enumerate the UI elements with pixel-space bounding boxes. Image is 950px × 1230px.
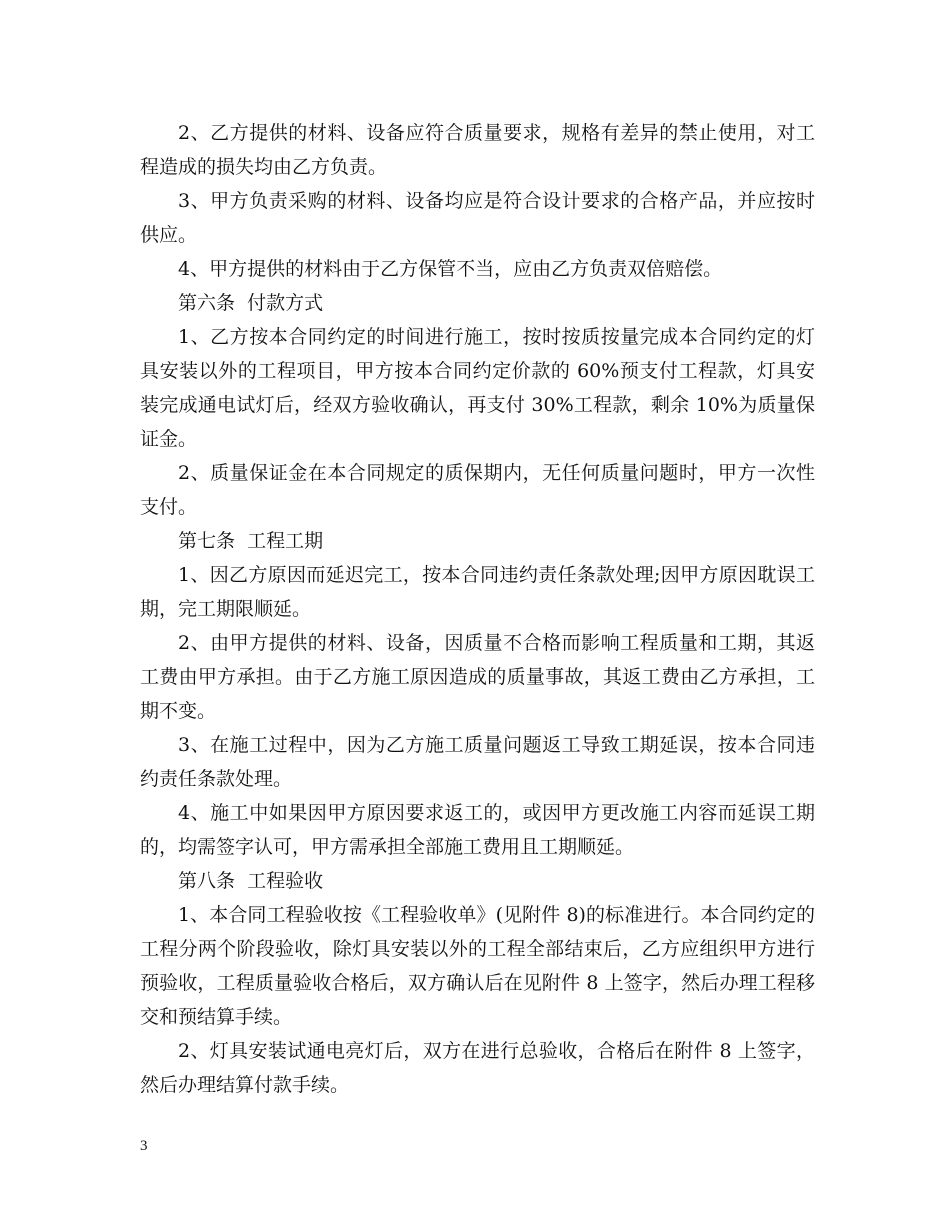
paragraph: 2、由甲方提供的材料、设备，因质量不合格而影响工程质量和工期，其返工费由甲方承担。由于乙方施工原因造成的质量事故，其返工费由乙方承担，工期不变。: [140, 632, 815, 722]
paragraph: 3、甲方负责采购的材料、设备均应是符合设计要求的合格产品，并应按时供应。: [140, 190, 815, 246]
paragraph: 1、乙方按本合同约定的时间进行施工，按时按质按量完成本合同约定的灯具安装以外的工程项目，甲方按本合同约定价款的 60%预支付工程款，灯具安装完成通电试灯后，经双方验收确认，再支付 30%工程款，剩余 10%为质量保证金。: [140, 326, 815, 450]
paragraph: 2、乙方提供的材料、设备应符合质量要求，规格有差异的禁止使用，对工程造成的损失均由乙方负责。: [140, 122, 815, 178]
paragraph: 2、质量保证金在本合同规定的质保期内，无任何质量问题时，甲方一次性支付。: [140, 462, 815, 518]
paragraph: 4、施工中如果因甲方原因要求返工的，或因甲方更改施工内容而延误工期的，均需签字认可，甲方需承担全部施工费用且工期顺延。: [140, 802, 815, 858]
page-number: 3: [140, 1138, 148, 1154]
paragraph: 1、因乙方原因而延迟完工，按本合同违约责任条款处理;因甲方原因耽误工期，完工期限顺延。: [140, 564, 815, 620]
section-heading: 第八条 工程验收: [178, 870, 324, 892]
paragraph: 1、本合同工程验收按《工程验收单》(见附件 8)的标准进行。本合同约定的工程分两个阶段验收，除灯具安装以外的工程全部结束后，乙方应组织甲方进行预验收，工程质量验收合格后，双方确认后在见附件 8 上签字，然后办理工程移交和预结算手续。: [140, 904, 815, 1028]
document-body: [140, 116, 815, 1102]
section-heading: 第六条 付款方式: [178, 292, 324, 314]
paragraph: 4、甲方提供的材料由于乙方保管不当，应由乙方负责双倍赔偿。: [178, 258, 723, 280]
paragraph: 2、灯具安装试通电亮灯后，双方在进行总验收，合格后在附件 8 上签字，然后办理结算付款手续。: [140, 1040, 815, 1096]
section-heading: 第七条 工程工期: [178, 530, 324, 552]
paragraph: 3、在施工过程中，因为乙方施工质量问题返工导致工期延误，按本合同违约责任条款处理。: [140, 734, 815, 790]
